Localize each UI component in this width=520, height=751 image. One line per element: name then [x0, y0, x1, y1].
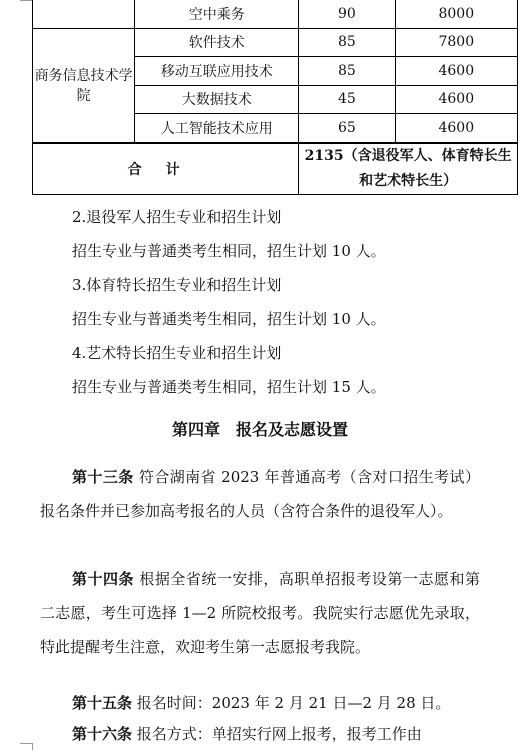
- enrollment-table: [32, 0, 518, 195]
- section-heading-sports: 3.体育特长招生专业和招生计划: [72, 276, 282, 294]
- section-body-veterans: 招生专业与普通类考生相同，招生计划 10 人。: [72, 242, 386, 260]
- plan-cell: 4600: [395, 114, 517, 143]
- plan-cell: 8000: [395, 0, 517, 28]
- college-cell: 商务信息技术学院: [33, 28, 135, 143]
- count-cell: 45: [299, 85, 395, 114]
- count-cell: 65: [299, 114, 395, 143]
- article-text: 报名方式：单招实行网上报考，报考工作由: [136, 725, 422, 743]
- major-cell: 人工智能技术应用: [135, 114, 299, 143]
- count-cell: 85: [299, 57, 395, 86]
- article-text: 符合湖南省 2023 年普通高考（含对口招生考试）报名条件并已参加高考报名的人员（含符合条件的退役军人）。: [40, 468, 480, 520]
- section-heading-arts: 4.艺术特长招生专业和招生计划: [72, 344, 282, 362]
- major-cell: 移动互联应用技术: [135, 57, 299, 86]
- plan-cell: 4600: [395, 57, 517, 86]
- article-label: 第十五条: [72, 694, 133, 712]
- total-value: 2135（含退役军人、体育特长生和艺术特长生）: [299, 143, 518, 195]
- article-text: 根据全省统一安排，高职单招报考设第一志愿和第二志愿，考生可选择 1—2 所院校报考。我院实行志愿优先录取，特此提醒考生注意，欢迎考生第一志愿报考我院。: [40, 570, 480, 656]
- college-cell: [33, 0, 135, 28]
- crop-mark-bottom-v: [32, 743, 33, 750]
- article-label: 第十四条: [72, 570, 135, 588]
- total-label: 合计: [33, 143, 299, 195]
- article-label: 第十六条: [72, 725, 133, 743]
- count-cell: 90: [299, 0, 395, 28]
- table-row: [33, 28, 518, 57]
- section-body-sports: 招生专业与普通类考生相同，招生计划 10 人。: [72, 310, 386, 328]
- section-heading-veterans: 2.退役军人招生专业和招生计划: [72, 208, 282, 226]
- total-row: [33, 143, 518, 195]
- count-cell: 85: [299, 28, 395, 57]
- major-cell: 大数据技术: [135, 85, 299, 114]
- crop-mark-top: [20, 0, 32, 1]
- article-15: [40, 686, 480, 720]
- chapter-title: 第四章 报名及志愿设置: [171, 420, 348, 439]
- section-body-arts: 招生专业与普通类考生相同，招生计划 15 人。: [72, 378, 386, 396]
- table-row: [33, 0, 518, 28]
- major-cell: 软件技术: [135, 28, 299, 57]
- article-text: 报名时间：2023 年 2 月 21 日—2 月 28 日。: [136, 694, 451, 712]
- article-14: [40, 562, 480, 664]
- plan-cell: 4600: [395, 85, 517, 114]
- article-13: [40, 460, 480, 528]
- plan-cell: 7800: [395, 28, 517, 57]
- major-cell: 空中乘务: [135, 0, 299, 28]
- article-16: [40, 717, 480, 751]
- article-label: 第十三条: [72, 468, 134, 486]
- crop-mark-bottom: [20, 743, 32, 744]
